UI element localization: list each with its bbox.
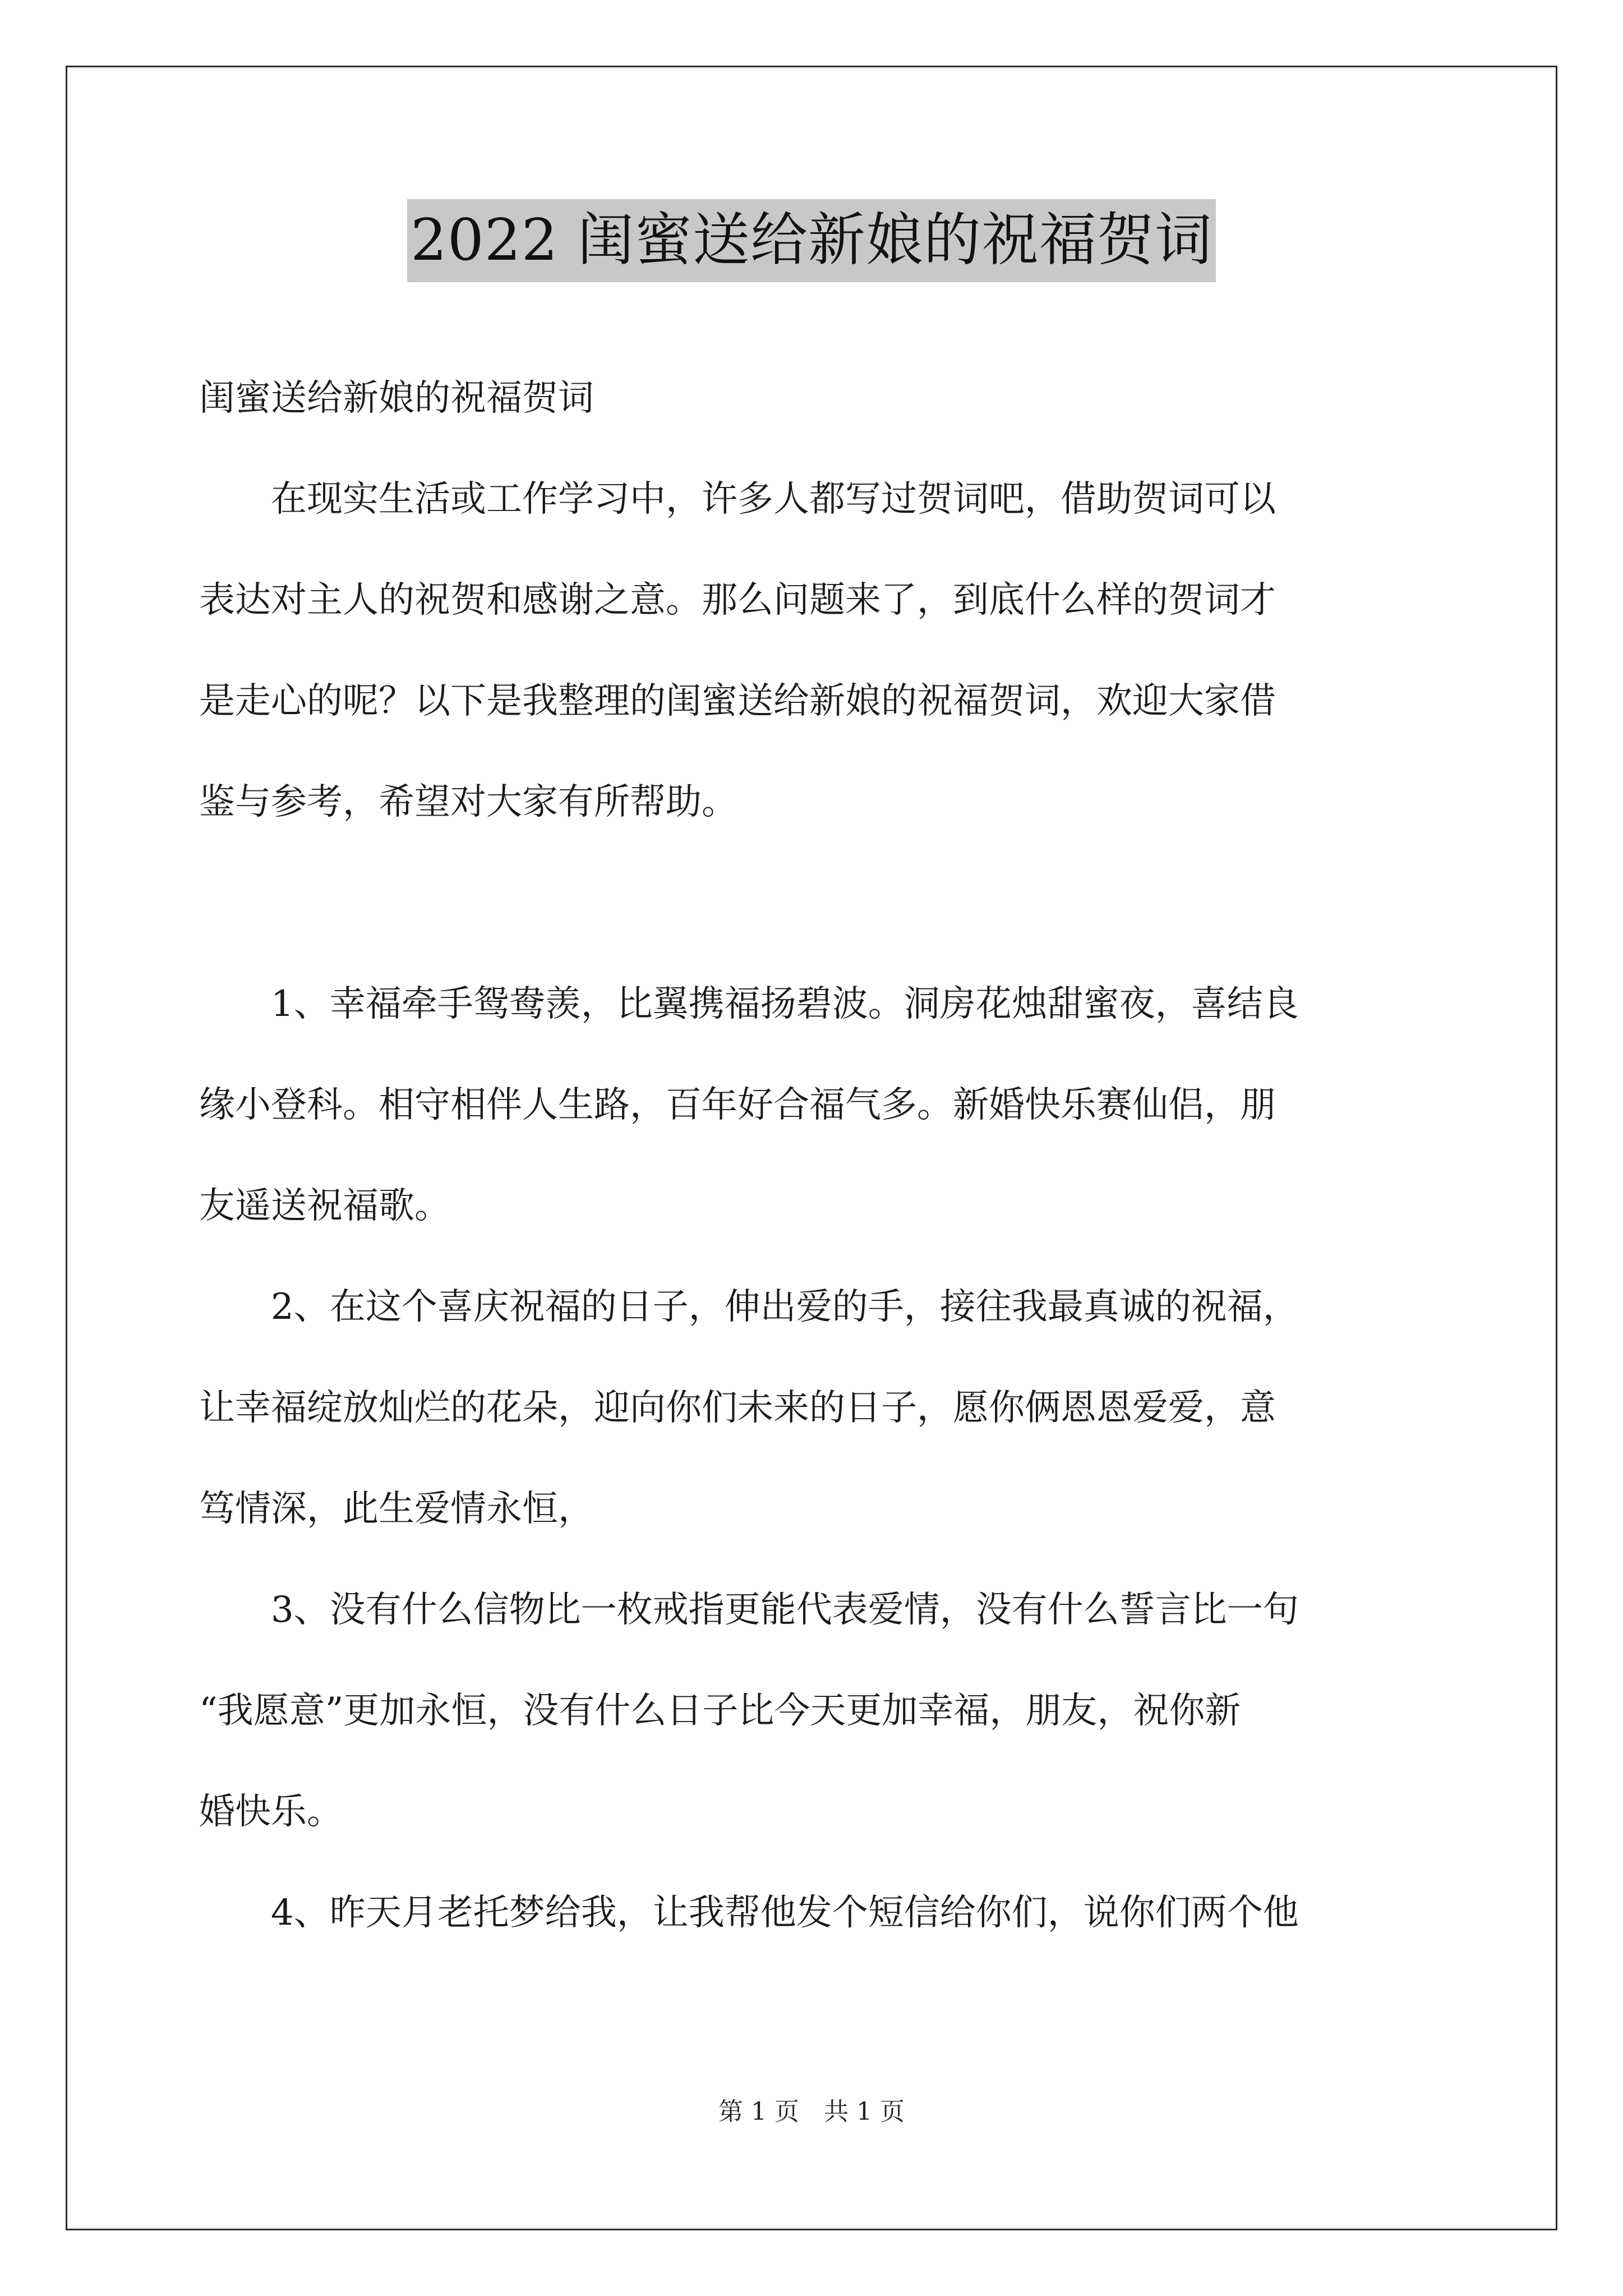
paragraph-line: 是走心的呢？以下是我整理的闺蜜送给新娘的祝福贺词，欢迎大家借: [199, 680, 1276, 722]
page-number-footer: 第 1 页 共 1 页: [718, 2097, 905, 2126]
paragraph-line: 鉴与参考，希望对大家有所帮助。: [199, 781, 737, 823]
paragraph-line: 在现实生活或工作学习中，许多人都写过贺词吧，借助贺词可以: [271, 478, 1276, 520]
paragraph-line: 2、在这个喜庆祝福的日子，伸出爱的手，接往我最真诚的祝福，: [271, 1286, 1299, 1328]
paragraph-line: 笃情深，此生爱情永恒，: [199, 1488, 594, 1530]
paragraph-line: “我愿意”更加永恒，没有什么日子比今天更加幸福，朋友，祝你新: [199, 1690, 1241, 1732]
paragraph-line: 婚快乐。: [199, 1791, 343, 1833]
paragraph-line: 缘小登科。相守相伴人生路，百年好合福气多。新婚快乐赛仙侣，朋: [199, 1084, 1276, 1126]
subtitle-line: 闺蜜送给新娘的祝福贺词: [199, 378, 594, 419]
paragraph-line: 友遥送祝福歌。: [199, 1185, 450, 1227]
paragraph-line: 让幸福绽放灿烂的花朵，迎向你们未来的日子，愿你俩恩恩爱爱，意: [199, 1387, 1276, 1429]
document-body: [199, 348, 1433, 1963]
paragraph-line: 4、昨天月老托梦给我，让我帮他发个短信给你们，说你们两个他: [271, 1892, 1299, 1934]
paragraph-gap: [199, 853, 1433, 954]
paragraph-line: 表达对主人的祝贺和感谢之意。那么问题来了，到底什么样的贺词才: [199, 579, 1276, 621]
title-container: [0, 199, 1623, 282]
document-title: 2022 闺蜜送给新娘的祝福贺词: [407, 199, 1216, 282]
paragraph-line: 3、没有什么信物比一枚戒指更能代表爱情，没有什么誓言比一句: [271, 1589, 1299, 1631]
paragraph-line: 1、幸福牵手鸳鸯羡，比翼携福扬碧波。洞房花烛甜蜜夜，喜结良: [271, 983, 1299, 1025]
